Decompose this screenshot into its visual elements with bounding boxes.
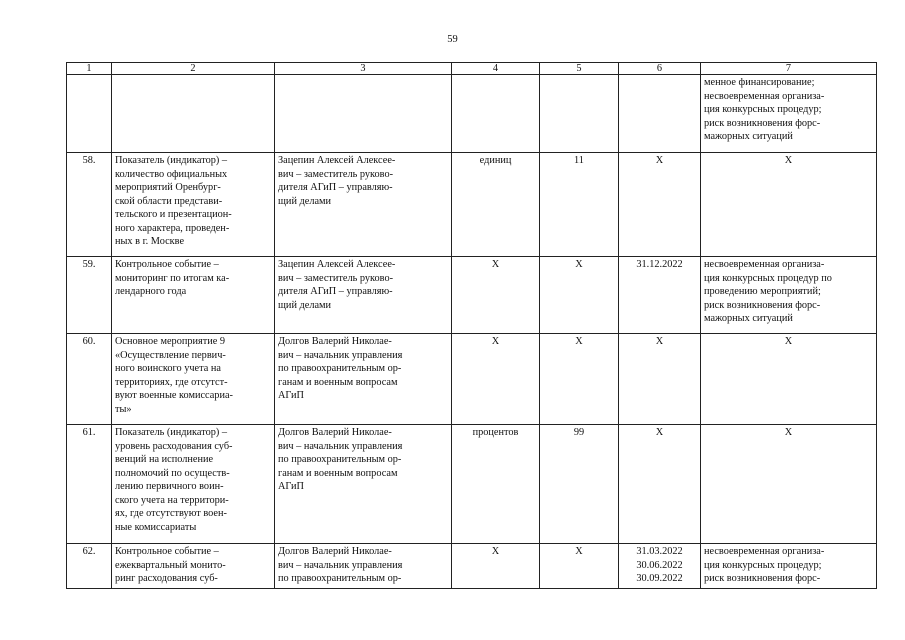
table-row	[67, 153, 877, 257]
header-cell: 3	[275, 63, 452, 75]
risk-cell: несвоевременная организа- ция конкурсных процедур; риск возникновения форс-	[701, 544, 877, 589]
row-number: 58.	[67, 153, 112, 257]
measure-name: Показатель (индикатор) – уровень расходования суб- венций на исполнение полномочий по осуществ- лению первичного воин- ского учета на территори- ях, где отсутствуют воен- ные комиссариаты	[112, 425, 275, 544]
unit-cell	[452, 75, 540, 153]
responsible-person: Долгов Валерий Николае- вич – начальник управления по правоохранительным ор-	[275, 544, 452, 589]
value-cell: Х	[540, 334, 619, 425]
responsible-person: Долгов Валерий Николае- вич – начальник управления по правоохранительным ор- ганам и военным вопросам АГиП	[275, 334, 452, 425]
risk-cell: несвоевременная организа- ция конкурсных процедур по проведению мероприятий; риск возникновения форс- мажорных ситуаций	[701, 257, 877, 334]
table-row	[67, 425, 877, 544]
header-cell: 4	[452, 63, 540, 75]
row-number: 59.	[67, 257, 112, 334]
responsible-person: Зацепин Алексей Алексее- вич – заместитель руково- дителя АГиП – управляю- щий делами	[275, 257, 452, 334]
row-number: 60.	[67, 334, 112, 425]
unit-cell: Х	[452, 334, 540, 425]
date-cell: Х	[619, 425, 701, 544]
value-cell: 99	[540, 425, 619, 544]
table-row	[67, 75, 877, 153]
date-cell: 31.03.2022 30.06.2022 30.09.2022	[619, 544, 701, 589]
date-cell: 31.12.2022	[619, 257, 701, 334]
value-cell: Х	[540, 544, 619, 589]
table-row	[67, 334, 877, 425]
responsible-person: Зацепин Алексей Алексее- вич – заместитель руково- дителя АГиП – управляю- щий делами	[275, 153, 452, 257]
risk-cell: менное финансирование; несвоевременная организа- ция конкурсных процедур; риск возникновения форс- мажорных ситуаций	[701, 75, 877, 153]
unit-cell: Х	[452, 257, 540, 334]
table-row	[67, 544, 877, 589]
date-cell: Х	[619, 334, 701, 425]
row-number: 61.	[67, 425, 112, 544]
page-number: 59	[447, 34, 458, 45]
header-row	[67, 63, 877, 75]
responsible-person: Долгов Валерий Николае- вич – начальник управления по правоохранительным ор- ганам и военным вопросам АГиП	[275, 425, 452, 544]
plan-table	[66, 62, 877, 589]
risk-cell: Х	[701, 153, 877, 257]
risk-cell: Х	[701, 334, 877, 425]
measure-name: Показатель (индикатор) – количество официальных мероприятий Оренбург- ской области представи- тельского и презентацион- ного характера, проведен- ных в г. Москве	[112, 153, 275, 257]
measure-name: Контрольное событие – ежеквартальный монито- ринг расходования суб-	[112, 544, 275, 589]
value-cell: Х	[540, 257, 619, 334]
unit-cell: процентов	[452, 425, 540, 544]
header-cell: 7	[701, 63, 877, 75]
date-cell: Х	[619, 153, 701, 257]
table-row	[67, 257, 877, 334]
unit-cell: единиц	[452, 153, 540, 257]
header-cell: 1	[67, 63, 112, 75]
date-cell	[619, 75, 701, 153]
risk-cell: Х	[701, 425, 877, 544]
header-cell: 5	[540, 63, 619, 75]
row-number: 62.	[67, 544, 112, 589]
header-cell: 6	[619, 63, 701, 75]
unit-cell: Х	[452, 544, 540, 589]
row-number	[67, 75, 112, 153]
value-cell: 11	[540, 153, 619, 257]
header-cell: 2	[112, 63, 275, 75]
responsible-person	[275, 75, 452, 153]
measure-name	[112, 75, 275, 153]
measure-name: Основное мероприятие 9 «Осуществление первич- ного воинского учета на территориях, где отсутст- вуют военные комиссариа- ты»	[112, 334, 275, 425]
value-cell	[540, 75, 619, 153]
measure-name: Контрольное событие – мониторинг по итогам ка- лендарного года	[112, 257, 275, 334]
